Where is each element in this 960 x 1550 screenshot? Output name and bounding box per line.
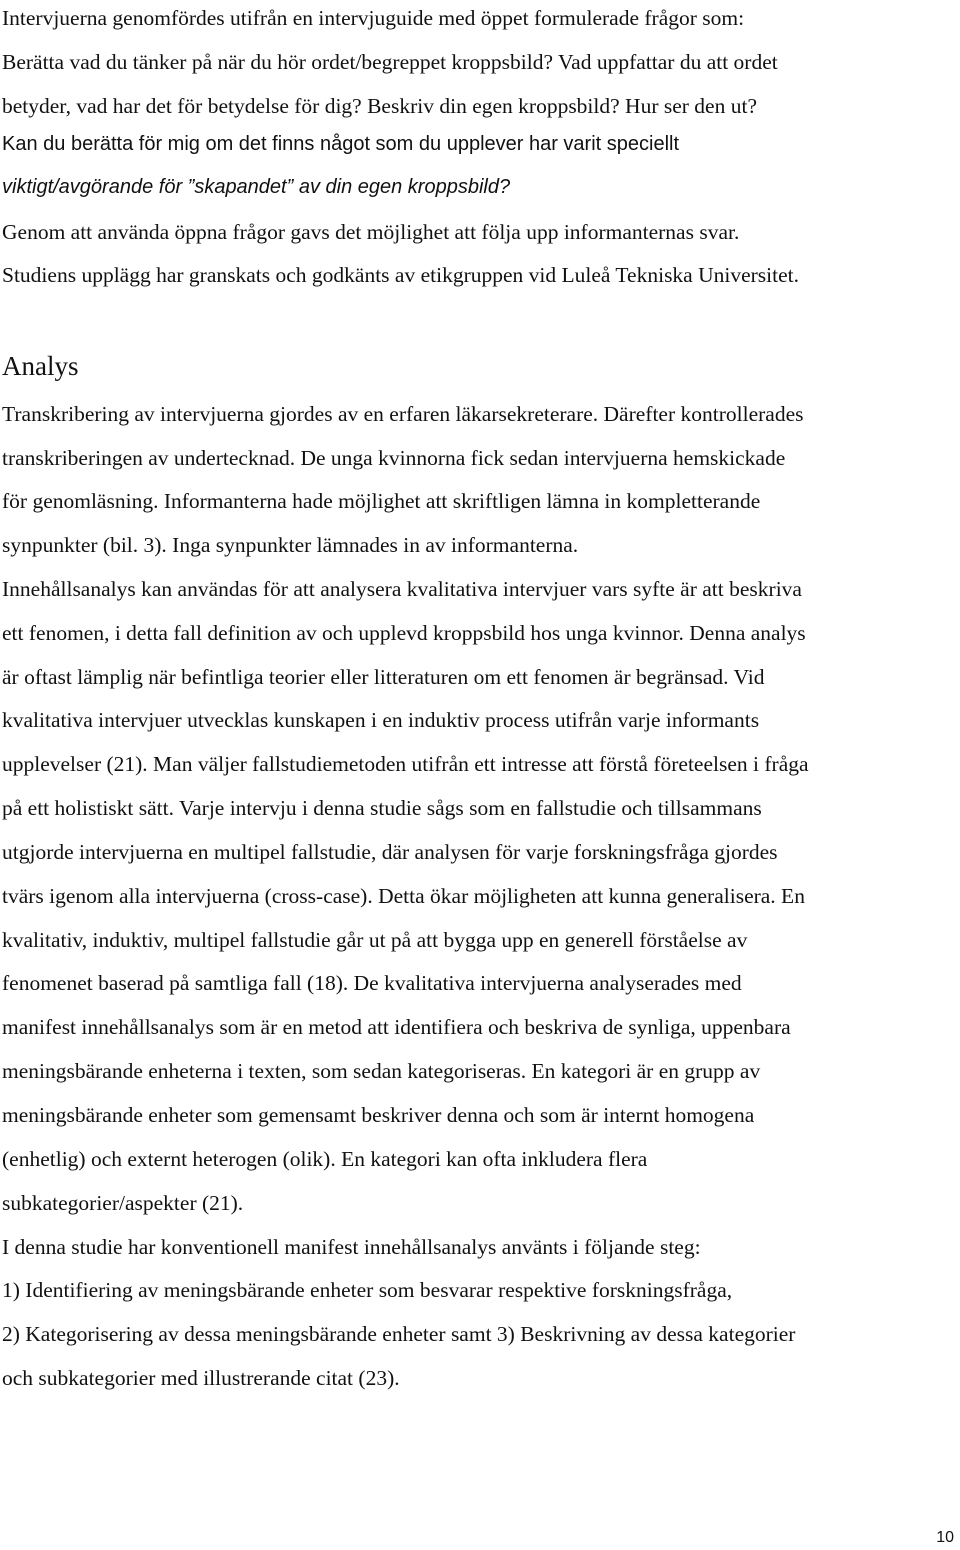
- analys-line-22: 2) Kategorisering av dessa meningsbärande enheter samt 3) Beskrivning av dessa kategorier: [2, 1322, 796, 1346]
- analys-line-9: upplevelser (21). Man väljer fallstudiemetoden utifrån ett intresse att förstå företeelsen i fråga: [2, 752, 809, 776]
- analys-line-4: synpunkter (bil. 3). Inga synpunkter lämnades in av informanterna.: [2, 533, 579, 557]
- analys-line-8: kvalitativa intervjuer utvecklas kunskapen i en induktiv process utifrån varje informants: [2, 708, 760, 732]
- analys-line-14: fenomenet baserad på samtliga fall (18). De kvalitativa intervjuerna analyserades med: [2, 971, 742, 995]
- analys-line-10: på ett holistiskt sätt. Varje intervju i denna studie sågs som en fallstudie och tillsammans: [2, 796, 762, 820]
- analys-line-15: manifest innehållsanalys som är en metod att identifiera och beskriva de synliga, uppenbara: [2, 1015, 791, 1039]
- analys-line-21: 1) Identifiering av meningsbärande enheter som besvarar respektive forskningsfråga,: [2, 1278, 733, 1302]
- intro-line-1: Intervjuerna genomfördes utifrån en intervjuguide med öppet formulerade frågor som:: [2, 6, 745, 30]
- analys-line-12: tvärs igenom alla intervjuerna (cross-case). Detta ökar möjligheten att kunna generalisera. En: [2, 884, 805, 908]
- intro-line-4: Kan du berätta för mig om det finns något som du upplever har varit speciellt: [2, 133, 680, 155]
- analys-line-19: subkategorier/aspekter (21).: [2, 1191, 244, 1215]
- analys-line-20: I denna studie har konventionell manifest innehållsanalys använts i följande steg:: [2, 1235, 701, 1259]
- analys-line-7: är oftast lämplig när befintliga teorier eller litteraturen om ett fenomen är begränsad. Vid: [2, 665, 765, 689]
- analys-line-1: Transkribering av intervjuerna gjordes av en erfaren läkarsekreterare. Därefter kontrollerades: [2, 402, 804, 426]
- analys-line-18: (enhetlig) och externt heterogen (olik). En kategori kan ofta inkludera flera: [2, 1147, 648, 1171]
- analys-line-17: meningsbärande enheter som gemensamt beskriver denna och som är internt homogena: [2, 1103, 755, 1127]
- analys-line-6: ett fenomen, i detta fall definition av och upplevd kroppsbild hos unga kvinnor. Denna analys: [2, 621, 806, 645]
- intro-line-5: viktigt/avgörande för ”skapandet” av din egen kroppsbild?: [2, 176, 511, 198]
- page-number: 10: [936, 1529, 954, 1546]
- analys-line-5: Innehållsanalys kan användas för att analysera kvalitativa intervjuer vars syfte är att beskriva: [2, 577, 802, 601]
- intro-line-6: Genom att använda öppna frågor gavs det möjlighet att följa upp informanternas svar.: [2, 220, 740, 244]
- intro-line-7: Studiens upplägg har granskats och godkänts av etikgruppen vid Luleå Tekniska Universitet.: [2, 263, 800, 287]
- analys-line-23: och subkategorier med illustrerande citat (23).: [2, 1366, 400, 1390]
- analys-line-11: utgjorde intervjuerna en multipel fallstudie, där analysen för varje forskningsfråga gjordes: [2, 840, 778, 864]
- analys-line-13: kvalitativ, induktiv, multipel fallstudie går ut på att bygga upp en generell förståelse av: [2, 928, 748, 952]
- analys-line-3: för genomläsning. Informanterna hade möjlighet att skriftligen lämna in kompletterande: [2, 489, 761, 513]
- analys-line-16: meningsbärande enheterna i texten, som sedan kategoriseras. En kategori är en grupp av: [2, 1059, 761, 1083]
- intro-line-3: betyder, vad har det för betydelse för dig? Beskriv din egen kroppsbild? Hur ser den ut?: [2, 94, 757, 118]
- section-heading-analys: Analys: [2, 351, 79, 381]
- intro-line-2: Berätta vad du tänker på när du hör ordet/begreppet kroppsbild? Vad uppfattar du att ordet: [2, 50, 778, 74]
- analys-line-2: transkriberingen av undertecknad. De unga kvinnorna fick sedan intervjuerna hemskickade: [2, 446, 786, 470]
